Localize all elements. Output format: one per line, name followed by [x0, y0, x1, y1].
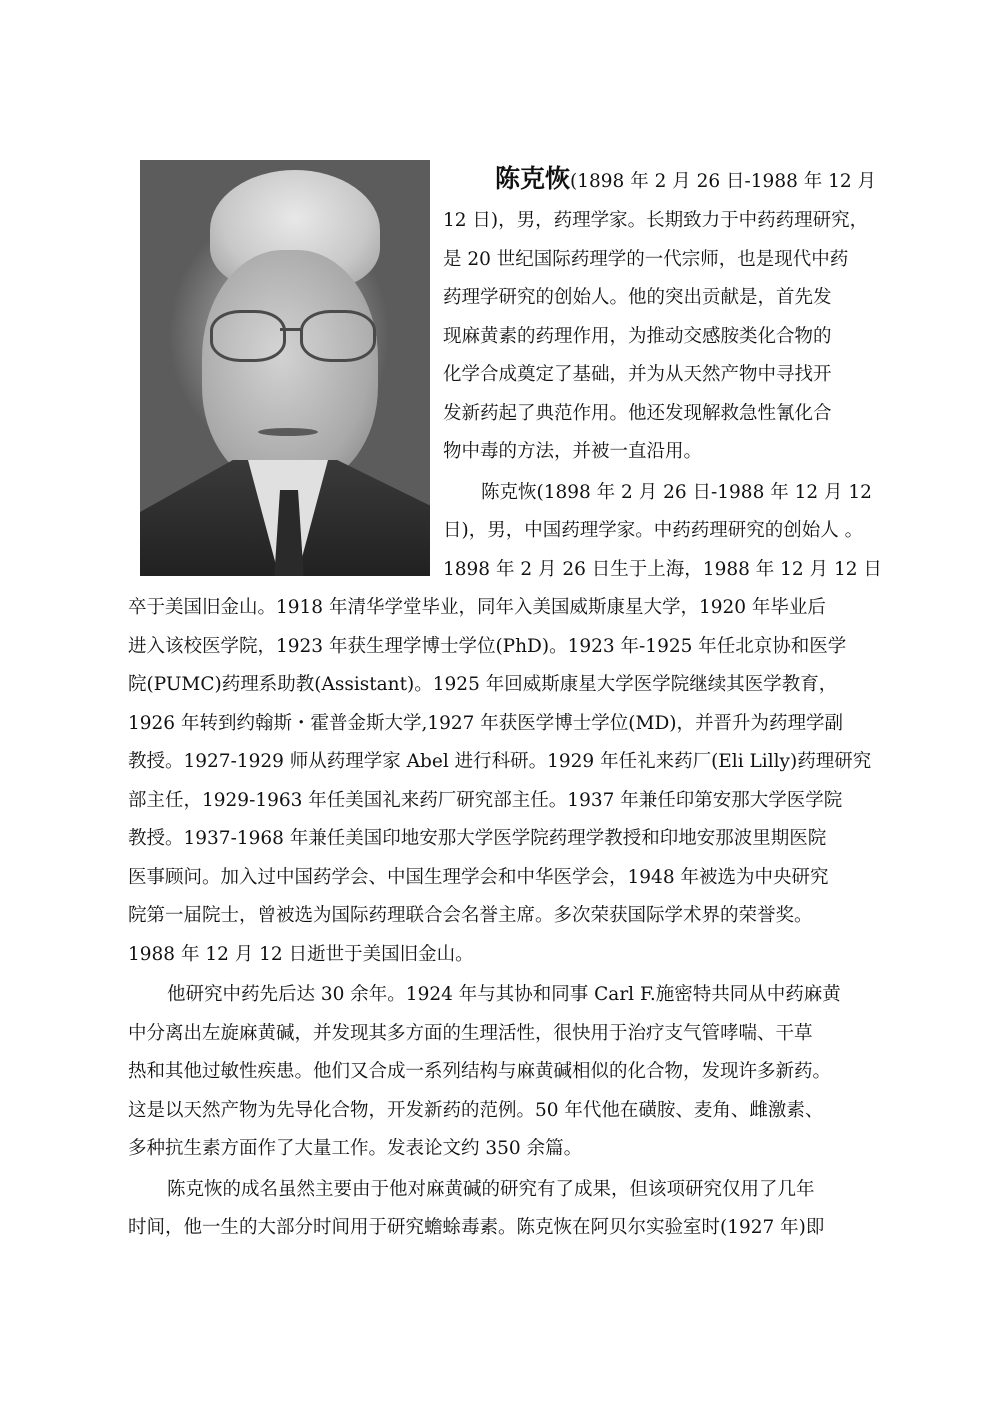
text-line-1: (1898 年 2 月 26 日-1988 年 12 月	[570, 171, 877, 192]
text-line: 物中毒的方法，并被一直沿用。	[443, 441, 703, 462]
text-line: 进入该校医学院，1923 年获生理学博士学位(PhD)。1923 年-1925 年任北京协和医学	[128, 636, 847, 657]
text-line: 院(PUMC)药理系助教(Assistant)。1925 年回威斯康星大学医学院继续其医学教育，	[128, 674, 838, 695]
portrait-photo	[140, 160, 430, 576]
text-line: 发新药起了典范作用。他还发现解救急性氰化合	[443, 403, 832, 424]
portrait-mouth	[258, 428, 318, 436]
text-line: 现麻黄素的药理作用，为推动交感胺类化合物的	[443, 326, 832, 347]
text-line: 他研究中药先后达 30 余年。1924 年与其协和同事 Carl F.施密特共同从中药麻黄	[167, 984, 841, 1005]
text-line: 院第一届院士，曾被选为国际药理联合会名誉主席。多次荣获国际学术界的荣誉奖。	[128, 905, 813, 926]
text-line: 医事顾问。加入过中国药学会、中国生理学会和中华医学会，1948 年被选为中央研究	[128, 867, 829, 888]
text-line: 热和其他过敏性疾患。他们又合成一系列结构与麻黄碱相似的化合物，发现许多新药。	[128, 1061, 832, 1082]
person-name: 陈克恢	[495, 164, 571, 193]
text-line: 药理学研究的创始人。他的突出贡献是，首先发	[443, 287, 832, 308]
text-line: 1898 年 2 月 26 日生于上海，1988 年 12 月 12 日	[443, 559, 882, 580]
text-line: 这是以天然产物为先导化合物，开发新药的范例。50 年代他在磺胺、麦角、雌激素、	[128, 1100, 824, 1121]
text-line: 教授。1937-1968 年兼任美国印地安那大学医学院药理学教授和印地安那波里期医院	[128, 828, 827, 849]
text-line: 日)，男，中国药理学家。中药药理研究的创始人 。	[443, 520, 864, 541]
portrait-glasses-right	[300, 310, 376, 362]
text-line	[495, 166, 876, 195]
portrait-glasses-left	[210, 310, 286, 362]
text-line: 12 日)，男，药理学家。长期致力于中药药理研究，	[443, 210, 869, 231]
text-line: 中分离出左旋麻黄碱，并发现其多方面的生理活性，很快用于治疗支气管哮喘、干草	[128, 1023, 813, 1044]
text-line: 多种抗生素方面作了大量工作。发表论文约 350 余篇。	[128, 1138, 583, 1159]
text-line: 陈克恢的成名虽然主要由于他对麻黄碱的研究有了成果，但该项研究仅用了几年	[167, 1179, 815, 1200]
text-line: 教授。1927-1929 师从药理学家 Abel 进行科研。1929 年任礼来药厂(Eli Lilly)药理研究	[128, 751, 872, 772]
text-line: 部主任，1929-1963 年任美国礼来药厂研究部主任。1937 年兼任印第安那大学医学院	[128, 790, 843, 811]
text-line: 1988 年 12 月 12 日逝世于美国旧金山。	[128, 944, 474, 965]
text-line: 1926 年转到约翰斯・霍普金斯大学,1927 年获医学博士学位(MD)，并晋升为药理学副	[128, 713, 844, 734]
text-line: 卒于美国旧金山。1918 年清华学堂毕业，同年入美国威斯康星大学，1920 年毕业后	[128, 597, 826, 618]
text-line: 时间，他一生的大部分时间用于研究蟾蜍毒素。陈克恢在阿贝尔实验室时(1927 年)即	[128, 1217, 825, 1238]
portrait-face	[202, 250, 378, 485]
text-line: 是 20 世纪国际药理学的一代宗师，也是现代中药	[443, 249, 849, 270]
portrait-glasses-bridge	[280, 328, 302, 331]
text-line: 陈克恢(1898 年 2 月 26 日-1988 年 12 月 12	[481, 482, 872, 503]
text-line: 化学合成奠定了基础，并为从天然产物中寻找开	[443, 364, 832, 385]
